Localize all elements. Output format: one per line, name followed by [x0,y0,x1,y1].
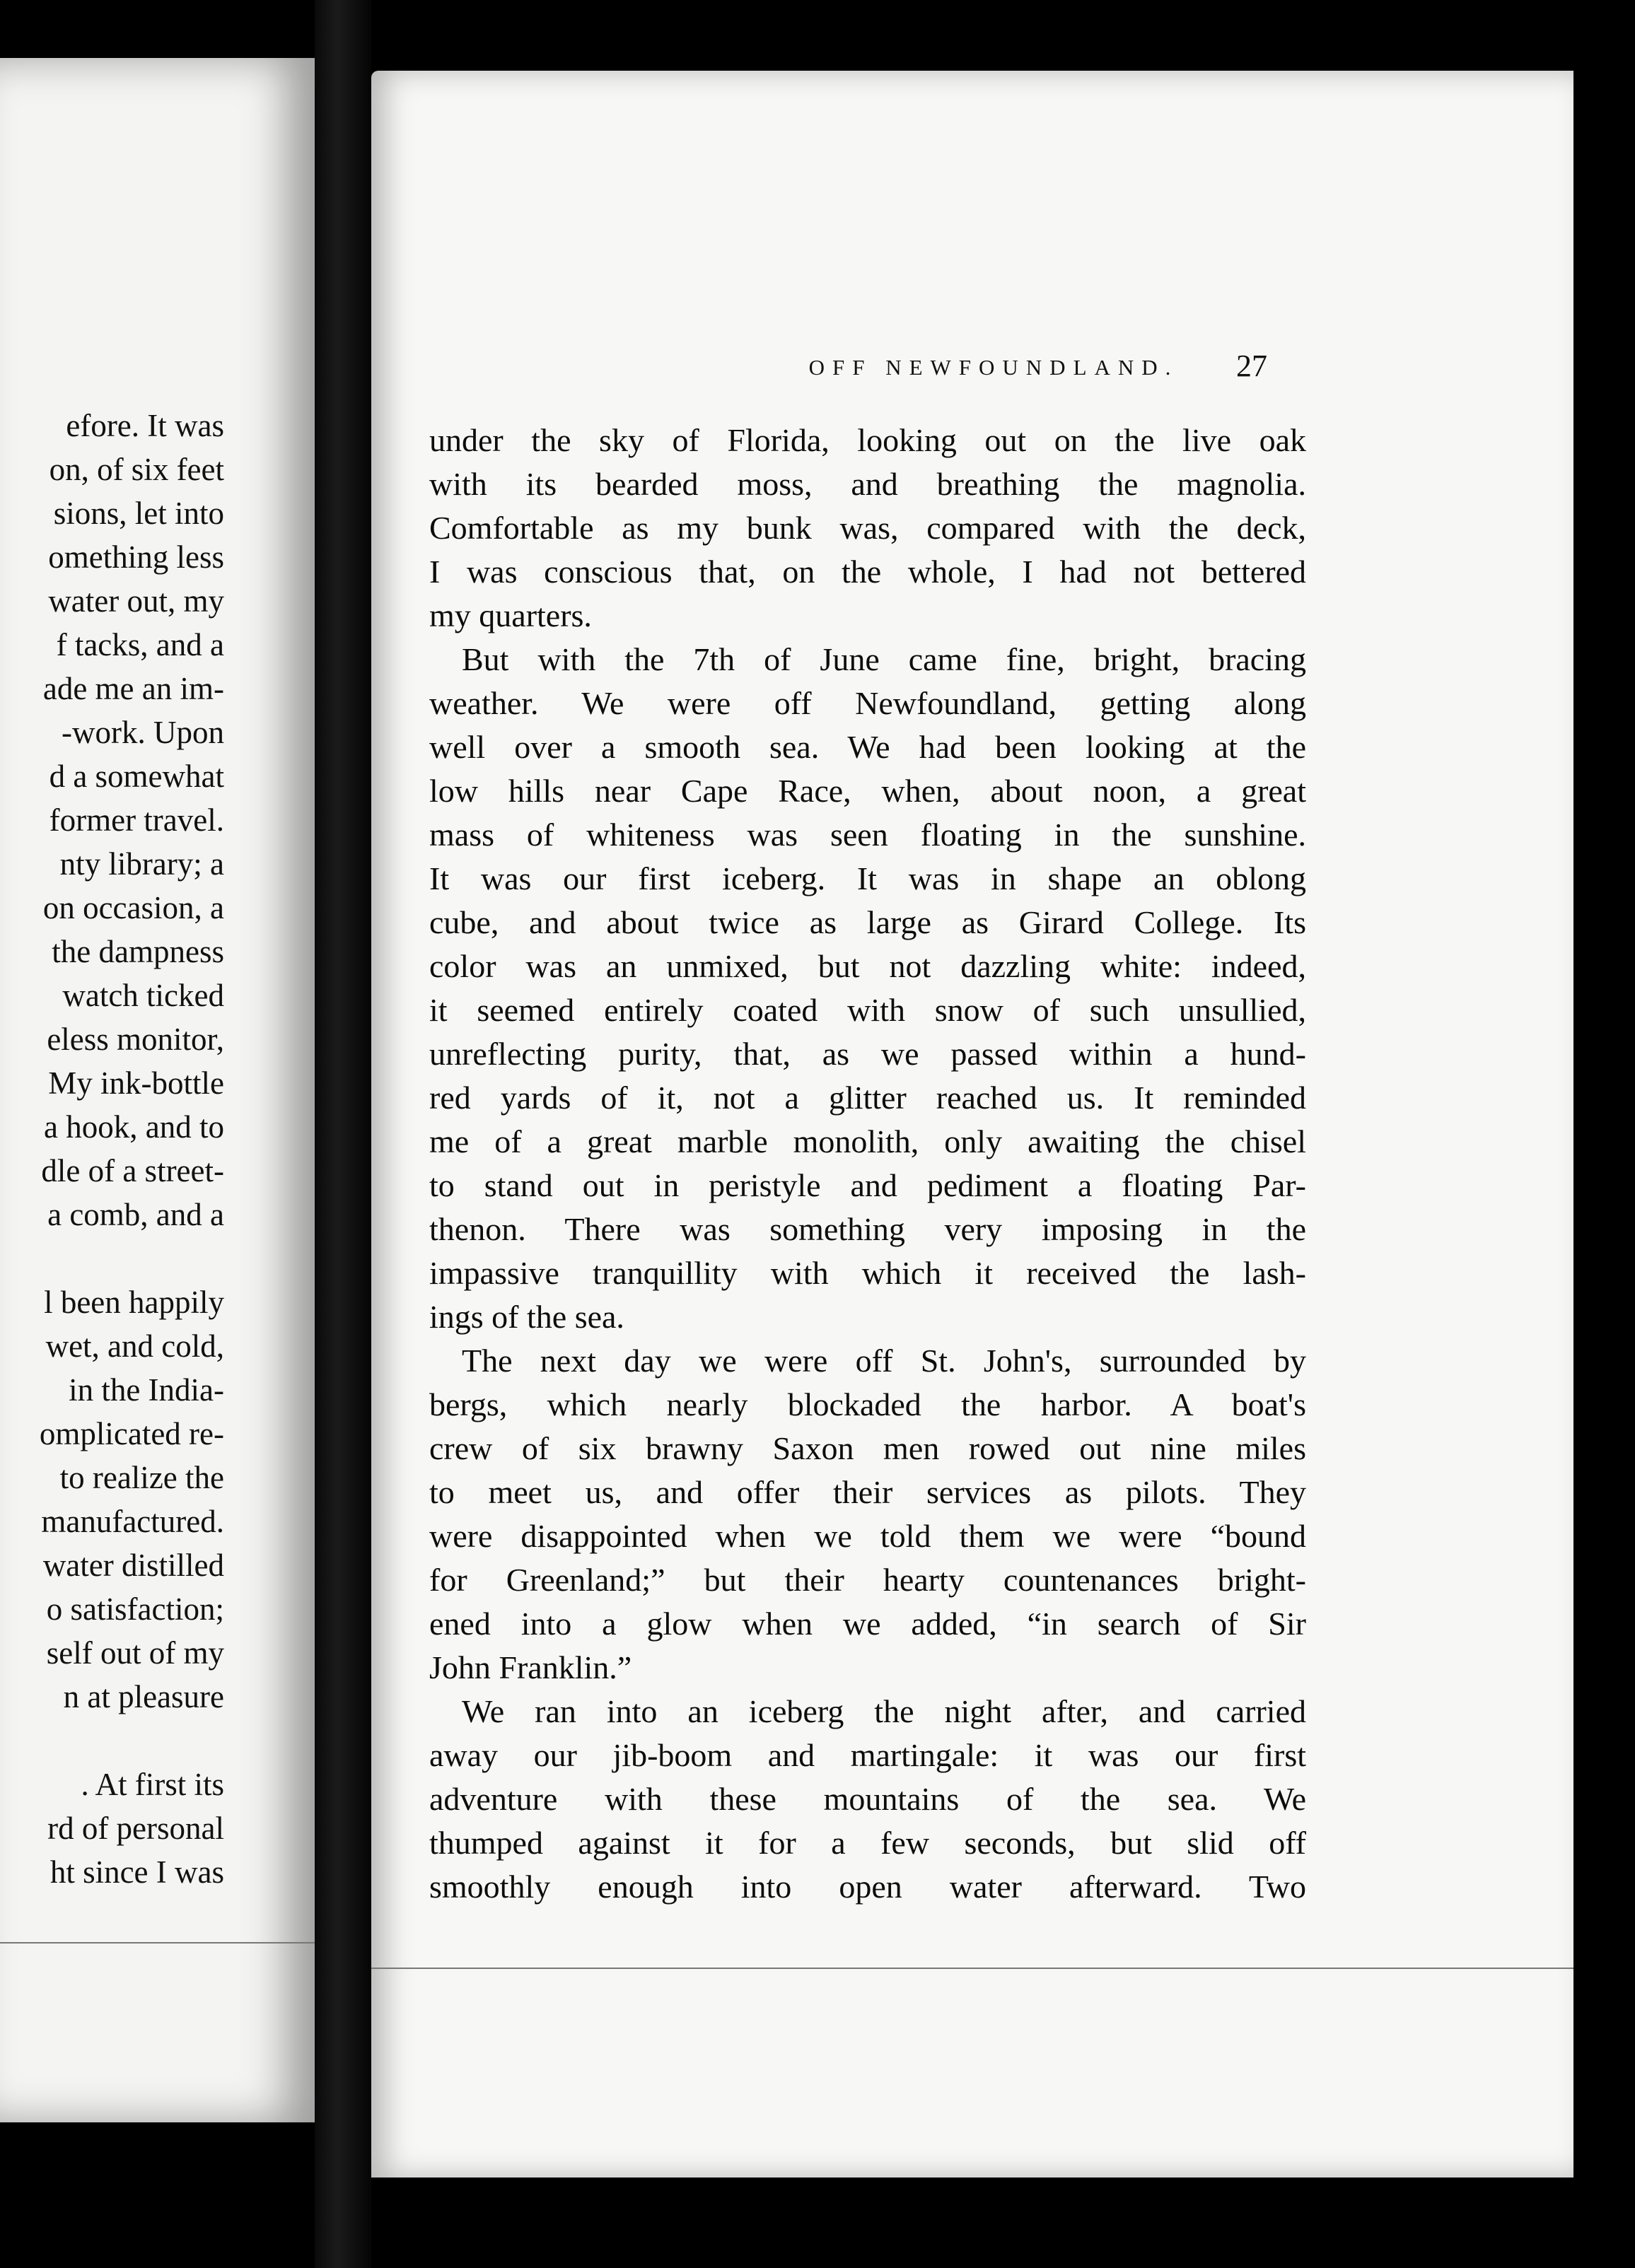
left-text-line: ade me an im- [42,671,224,706]
left-text-line: a hook, and to [44,1109,224,1145]
text-line: cube, and about twice as large as Girard College. Its [429,904,1306,940]
text-line: adventure with these mountains of the sea. We [429,1781,1306,1817]
left-text-line: omething less [48,539,224,575]
left-text-line: water out, my [48,583,224,619]
left-text-line: ht since I was [50,1854,224,1890]
text-line: it seemed entirely coated with snow of such unsullied, [429,992,1306,1028]
left-text-line: manufactured. [41,1504,224,1539]
left-text-line: water distilled [42,1548,224,1583]
left-text-line: dle of a street- [41,1153,224,1188]
text-line: low hills near Cape Race, when, about noon, a great [429,773,1306,809]
page-edge-shadow [1573,0,1635,2268]
text-line: weather. We were off Newfoundland, getting along [429,685,1306,721]
text-line: Comfortable as my bunk was, compared with the deck, [429,510,1306,546]
left-text-line: the dampness [52,934,224,969]
text-line: were disappointed when we told them we were “bound [429,1518,1306,1554]
text-line: my quarters. [429,597,592,633]
left-text-line: efore. It was [66,408,224,443]
text-line: to stand out in peristyle and pediment a floating Par- [429,1167,1306,1203]
text-line: The next day we were off St. John's, surrounded by [462,1343,1306,1379]
page-number: 27 [1236,349,1267,383]
text-line: away our jib-boom and martingale: it was our first [429,1737,1306,1773]
text-line: It was our first iceberg. It was in shape an oblong [429,860,1306,896]
left-text-line: eless monitor, [47,1022,224,1057]
text-line: red yards of it, not a glitter reached us. It reminded [429,1080,1306,1116]
scan-line-artifact [0,1942,315,1943]
left-text-line: self out of my [46,1635,224,1671]
left-text-line: to realize the [59,1460,224,1495]
text-line: impassive tranquillity with which it received the lash- [429,1255,1306,1291]
text-line: thenon. There was something very imposing in the [429,1211,1306,1247]
text-line: John Franklin.” [429,1649,632,1685]
scan-line-artifact [371,1968,1573,1969]
left-text-line: n at pleasure [63,1679,224,1714]
text-line: me of a great marble monolith, only awaiting the chisel [429,1123,1306,1159]
text-line: smoothly enough into open water afterward. Two [429,1869,1306,1905]
text-line: mass of whiteness was seen floating in the sunshine. [429,817,1306,853]
left-text-line: nty library; a [59,846,224,882]
text-line: thumped against it for a few seconds, but slid off [429,1825,1306,1861]
left-text-line: omplicated re- [39,1416,224,1451]
left-text-line: l been happily [44,1285,224,1320]
left-text-line: sions, let into [53,496,224,531]
left-text-line: wet, and cold, [45,1328,224,1364]
left-text-line: f tacks, and a [56,627,224,662]
text-line: We ran into an iceberg the night after, and carried [462,1693,1306,1729]
text-line: But with the 7th of June came fine, bright, bracing [462,641,1306,677]
text-line: I was conscious that, on the whole, I had not bettered [429,554,1306,590]
left-text-line: watch ticked [62,978,224,1013]
left-text-line: . At first its [81,1767,224,1802]
left-text-line: on, of six feet [49,452,224,487]
text-line: for Greenland;” but their hearty countenances bright- [429,1562,1306,1598]
text-line: color was an unmixed, but not dazzling white: indeed, [429,948,1306,984]
left-text-line: rd of personal [47,1811,224,1846]
text-line: with its bearded moss, and breathing the magnolia. [429,466,1306,502]
running-head: OFF NEWFOUNDLAND. [808,355,1179,380]
text-line: under the sky of Florida, looking out on the live oak [429,422,1306,458]
left-text-line: former travel. [49,802,224,838]
left-text-line: d a somewhat [49,759,224,794]
left-text-line: My ink-bottle [48,1065,224,1101]
left-page-fragment [0,58,315,2122]
text-line: ings of the sea. [429,1299,624,1335]
left-text-line: a comb, and a [47,1197,224,1232]
text-line: crew of six brawny Saxon men rowed out nine miles [429,1430,1306,1466]
text-line: well over a smooth sea. We had been looking at the [429,729,1306,765]
left-text-line: on occasion, a [42,890,224,925]
text-line: unreflecting purity, that, as we passed within a hund- [429,1036,1306,1072]
book-page [371,71,1573,2178]
left-text-line: -work. Upon [62,715,224,750]
text-line: to meet us, and offer their services as pilots. They [429,1474,1306,1510]
left-text-line: in the India- [69,1372,224,1408]
book-gutter [315,0,371,2268]
left-text-line: o satisfaction; [46,1591,224,1627]
text-line: ened into a glow when we added, “in search of Sir [429,1606,1306,1642]
text-line: bergs, which nearly blockaded the harbor. A boat's [429,1386,1306,1422]
